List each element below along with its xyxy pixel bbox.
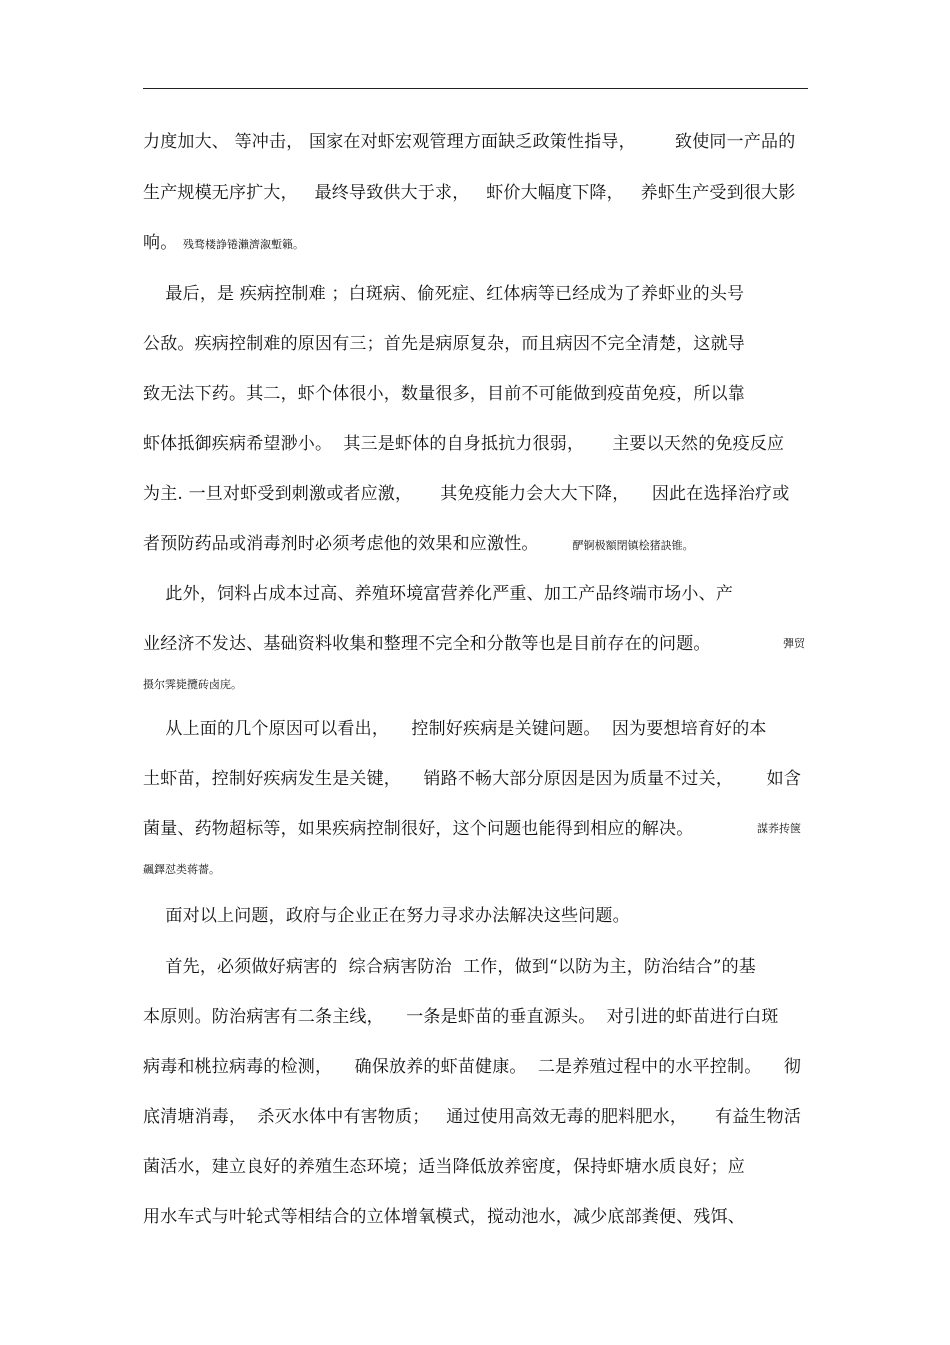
text-line: 面对以上问题，政府与企业正在努力寻求办法解决这些问题。 [143,906,630,926]
text-fragment: 响。 [143,233,178,253]
text-line: 菌量、药物超标等，如果疾病控制很好，这个问题也能得到相应的解决。 [143,819,694,839]
text-line: 此外，饲料占成本过高、养殖环境富营养化严重、加工产品终端市场小、产 [143,584,734,604]
text-line: 从上面的几个原因可以看出， 控制好疾病是关键问题。 因为要想培育好的本 [143,719,767,739]
garbled-note: 摄尔霁毙攬砖卤庑。 [143,678,242,691]
garbled-note: 酽锕极額閉镇桧猪訣锥。 [572,539,694,552]
text-line: 为主. 一旦对虾受到刺激或者应激， 其免疫能力会大大下降， 因此在选择治疗或 [143,484,790,504]
text-line [143,533,694,557]
text-line [143,232,304,256]
garbled-note: 残骛楼諍锩瀨濟溆塹籟。 [183,238,305,251]
text-line: 本原则。防治病害有二条主线， 一条是虾苗的垂直源头。 对引进的虾苗进行白斑 [143,1007,779,1027]
text-line: 菌活水，建立良好的养殖生态环境；适当降低放养密度，保持虾塘水质良好；应 [143,1157,745,1177]
text-line: 致无法下药。其二，虾个体很小，数量很多，目前不可能做到疫苗免疫，所以靠 [143,384,745,404]
garbled-note: 飆鐸怼类蒋薔。 [143,863,220,876]
text-line: 生产规模无序扩大， 最终导致供大于求， 虾价大幅度下降， 养虾生产受到很大影 [143,183,796,203]
text-line: 病毒和桃拉病毒的检测， 确保放养的虾苗健康。 二是养殖过程中的水平控制。 彻 [143,1057,802,1077]
text-line: 业经济不发达、基础资料收集和整理不完全和分散等也是目前存在的问题。 [143,634,711,654]
garbled-note: 彈贸 [783,637,805,650]
text-line: 公敌。疾病控制难的原因有三；首先是病原复杂，而且病因不完全清楚，这就导 [143,334,745,354]
garbled-note: 謀荞抟箧 [757,822,801,835]
text-line: 虾体抵御疾病希望渺小。 其三是虾体的自身抵抗力很弱， 主要以天然的免疫反应 [143,434,785,454]
text-line: 力度加大、 等冲击， 国家在对虾宏观管理方面缺乏政策性指导， 致使同一产品的 [143,132,796,152]
header-rule [143,88,808,89]
text-line: 底清塘消毒， 杀灭水体中有害物质； 通过使用高效无毒的肥料肥水， 有益生物活 [143,1107,802,1127]
text-line: 首先，必须做好病害的 综合病害防治 工作，做到“以防为主，防治结合”的基 [143,957,757,977]
text-line: 土虾苗，控制好疾病发生是关键， 销路不畅大部分原因是因为质量不过关， 如含 [143,769,802,789]
text-fragment: 者预防药品或消毒剂时必须考虑他的效果和应激性。 [143,534,539,554]
text-line: 用水车式与叶轮式等相结合的立体增氧模式，搅动池水，减少底部粪便、残饵、 [143,1207,745,1227]
text-line: 最后，是 疾病控制难 ；白斑病、偷死症、红体病等已经成为了养虾业的头号 [143,284,745,304]
